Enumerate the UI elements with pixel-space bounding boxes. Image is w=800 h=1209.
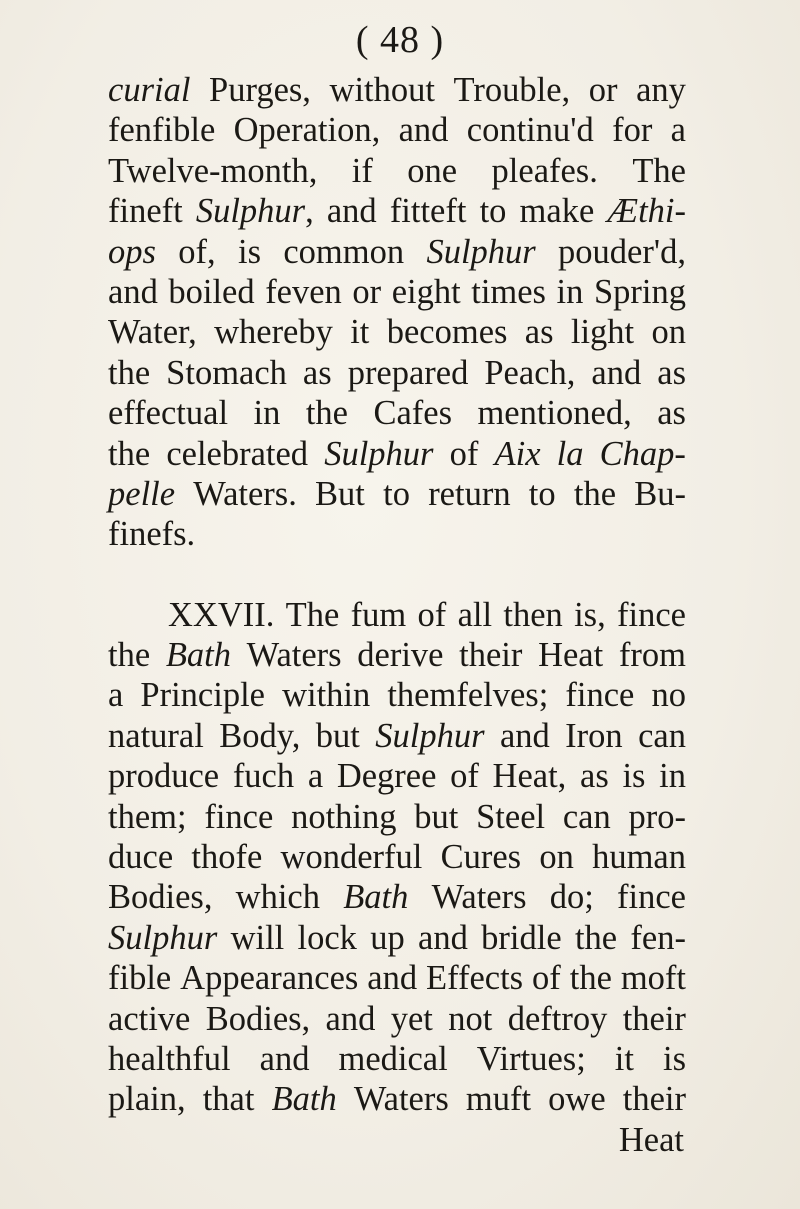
word: eight [391,272,461,311]
word: Principle [140,676,265,715]
word: and [499,716,550,755]
word: Degree [336,757,437,796]
text-line [108,756,686,796]
word: fitteft [389,192,467,231]
word: Effects [426,959,524,998]
word: common [283,232,405,271]
word: Twelve-month, [108,151,318,190]
word: Sulphur, [195,192,314,231]
word: and [367,959,418,998]
word: the [573,474,617,513]
word: of [417,595,447,634]
word: but [315,716,360,755]
word: nothing [291,797,397,836]
text-line [108,514,686,554]
word: pouder'd, [558,232,686,271]
paragraph-gap [108,555,686,595]
word: fen- [630,918,686,957]
word: Sulphur [108,918,218,957]
word: thofe [191,838,263,877]
word: the [305,394,348,433]
word: celebrated [166,434,309,473]
word: Aix [494,434,541,473]
word: Waters. [193,474,297,513]
word: of [449,434,479,473]
word: prepared [347,353,469,392]
word: in [556,272,584,311]
word: Steel [476,797,546,836]
word: lock [297,918,357,957]
word: is, [574,595,606,634]
body-text [108,70,686,1160]
catchword-line [108,1120,686,1160]
word: plain, [108,1080,186,1119]
word: fince [617,595,686,634]
word: Appearances [180,959,359,998]
word: curial [108,71,191,109]
word: Operation, [233,111,381,150]
word: one [407,151,458,190]
word: muft [465,1080,532,1119]
word: no [651,676,686,715]
word: Sulphur [375,716,485,755]
word: fince [617,878,686,917]
text-line [108,999,686,1039]
word: The [632,151,686,190]
word: feven [265,272,342,311]
word: as [657,394,686,433]
word: Waters [353,1080,449,1119]
text-line [108,474,686,514]
word: la [556,434,584,473]
word: as [657,353,686,392]
word: them; [108,797,187,836]
word: pleafes. [491,151,598,190]
word: times [471,272,546,311]
word: Waters [431,878,527,917]
word: and [259,1039,310,1078]
word: becomes [386,313,508,352]
word: ops [108,232,156,271]
text-line [108,151,686,191]
catchword: Heat [618,1120,684,1159]
word: boiled [168,272,255,311]
word: can [562,797,611,836]
word: from [618,636,686,675]
word: if [351,151,373,190]
word: themfelves; [387,676,549,715]
word: XXVII. [168,595,275,634]
paragraph-2 [108,595,686,1120]
word: Cafes [373,394,452,433]
word: Chap- [599,434,686,473]
word: derive [357,636,444,675]
word: their [622,1080,686,1119]
word: is [662,1039,686,1078]
word: fineft [108,192,183,231]
word: or [352,272,382,311]
text-line [108,675,686,715]
word: and [418,918,468,957]
word: that [202,1080,255,1119]
word: Stomach [166,353,287,392]
word: any [636,71,686,109]
word: then [503,595,563,634]
word: medical [338,1039,448,1078]
text-line [108,191,686,231]
text-line [108,595,686,635]
word: their [622,999,686,1038]
word: without [329,71,435,109]
word: of, [178,232,216,271]
word: Purges, [209,71,311,109]
word: pelle [108,474,176,513]
word: which [235,878,320,917]
word: or [588,71,618,109]
word: return [428,474,511,513]
word: Bodies, [108,878,213,917]
word: owe [548,1080,606,1119]
word: Sulphur [324,434,434,473]
text-line [108,272,686,312]
word: the [574,918,618,957]
word: fince [565,676,635,715]
text-line [108,232,686,272]
word: a [307,757,324,796]
word: natural [108,716,204,755]
text-line [108,635,686,675]
word: of [450,757,479,796]
word: Iron [565,716,623,755]
word: up [370,918,405,957]
word: Cures [440,838,522,877]
word: in [659,757,686,796]
word: Bath [343,878,409,917]
word: Trouble, [453,71,571,109]
word: as [524,313,554,352]
word: make [519,192,595,231]
word: yet [390,999,433,1038]
word: produce [108,757,220,796]
word: human [592,838,686,877]
text-line [108,70,686,110]
word: the [108,434,151,473]
word: the [569,959,612,998]
text-line [108,1039,686,1079]
word: active [108,999,191,1038]
word: Virtues; [476,1039,586,1078]
word: duce [108,838,174,877]
word: but [414,797,459,836]
word: bridle [481,918,562,957]
word: Peach, [484,353,576,392]
word: Body, [219,716,301,755]
word: a [108,676,124,715]
text-line [108,393,686,433]
word: Sulphur [426,232,536,271]
text-line [108,958,686,998]
word: is [238,232,262,271]
word: Bath [165,636,231,675]
word: fince [204,797,274,836]
paragraph-1 [108,70,686,555]
word: can [638,716,686,755]
word: Bu- [634,474,686,513]
word: But [315,474,365,513]
word: healthful [108,1039,231,1078]
page-number: ( 48 ) [355,19,445,61]
text-line [108,837,686,877]
word: on [651,313,686,352]
word: fum [350,595,407,634]
word: to [528,474,556,513]
word: Spring [593,272,686,311]
word: deftroy [507,999,608,1038]
word: do; [549,878,594,917]
word: light [570,313,635,352]
text-line [108,716,686,756]
word: The [285,595,340,634]
text-line [108,797,686,837]
word: will [230,918,285,957]
word: moft [620,959,686,998]
word: it [614,1039,634,1078]
word: effectual [108,394,229,433]
word: is [622,757,646,796]
word: on [539,838,574,877]
word: in [253,394,281,433]
text-line [108,1079,686,1119]
word: continu'd [466,111,594,150]
word: fible [108,959,172,998]
word: fuch [232,757,295,796]
word: Water, [108,313,197,352]
word: a [670,111,686,150]
text-line [108,110,686,150]
word: and [326,192,377,231]
word: wonderful [280,838,423,877]
word: of [532,959,561,998]
word: all [457,595,493,634]
word: to [383,474,410,513]
word: Bath [271,1080,337,1119]
word: their [459,636,523,675]
word: and [398,111,449,150]
text-line [108,918,686,958]
word: as [580,757,609,796]
word: the [108,636,151,675]
word: it [350,313,370,352]
word: within [282,676,371,715]
word: Æthi- [607,192,686,231]
word: to [479,192,507,231]
word: Waters [246,636,342,675]
word: mentioned, [477,394,632,433]
word: pro- [628,797,686,836]
word: Heat, [492,757,567,796]
word: not [448,999,493,1038]
text-line [108,312,686,352]
word: finefs. [108,515,196,554]
word: Bodies, [205,999,311,1038]
word: Heat [538,636,604,675]
text-line [108,877,686,917]
word: as [302,353,332,392]
word: the [108,353,151,392]
word: and [325,999,376,1038]
word: fenfible [108,111,216,150]
word: for [612,111,653,150]
text-line [108,353,686,393]
word: and [591,353,642,392]
word: and [108,272,158,311]
word: whereby [214,313,333,352]
text-line [108,434,686,474]
